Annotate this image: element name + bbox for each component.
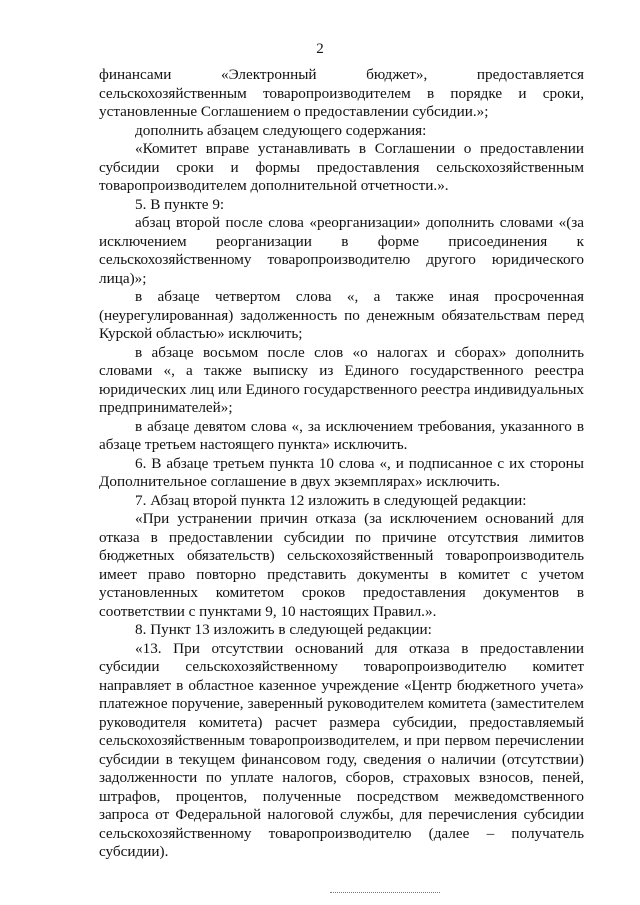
text-line: субсидии сельскохозяйственному товаропроизводителю комитет	[99, 658, 584, 675]
text-line: предпринимателей»;	[99, 399, 233, 416]
text-line: Курской областью» исключить;	[99, 325, 303, 342]
text-line: отказа в предоставлении субсидии по причине отсутствия лимитов	[99, 528, 584, 546]
text-line: словами «, а также выписку из Единого государственного реестра	[99, 362, 584, 379]
text-line: 8. Пункт 13 изложить в следующей редакции:	[135, 621, 432, 638]
document-body	[99, 66, 584, 862]
text-line: юридических лиц или Единого государственного реестра индивидуальных	[99, 380, 585, 398]
text-line: имеет право повторно представить документы в комитет с учетом	[99, 565, 584, 583]
text-line: бюджетных обязательств) сельскохозяйственный товаропроизводитель	[99, 547, 584, 564]
text-line: лица)»;	[99, 269, 147, 287]
text-line: Дополнительное соглашение в двух экземплярах» исключить.	[99, 473, 501, 490]
text-line: в абзаце восьмом после слов «о налогах и сборах» дополнить	[135, 343, 584, 361]
text-line: «13. При отсутствии оснований для отказа в предоставлении	[135, 639, 584, 657]
text-line: товаропроизводителем дополнительной отчетности.».	[99, 177, 449, 194]
text-line: сельскохозяйственному товаропроизводителю другого юридического	[99, 251, 584, 268]
text-line: «Комитет вправе устанавливать в Соглашении о предоставлении	[135, 140, 584, 157]
text-line: сельскохозяйственным товаропроизводителем в порядке и сроки,	[99, 84, 584, 102]
text-line: 5. В пункте 9:	[135, 195, 225, 213]
text-line: направляет в областное казенное учреждение «Центр бюджетного учета»	[99, 676, 584, 694]
text-line: соответствии с пунктами 9, 10 настоящих Правил.».	[99, 602, 437, 620]
text-line: абзац второй после слова «реорганизации» дополнить словами «(за	[135, 214, 584, 231]
text-line: задолженности по уплате налогов, сборов, страховых взносов, пеней,	[99, 769, 584, 786]
text-line: запроса от Федеральной налоговой службы, для перечисления субсидии	[99, 806, 584, 823]
text-line: 6. В абзаце третьем пункта 10 слова «, и подписанное с их стороны	[135, 454, 584, 472]
text-line: абзаце третьем настоящего пункта» исключить.	[99, 436, 408, 453]
text-line: «При устранении причин отказа (за исключением оснований для	[135, 510, 584, 527]
text-line: дополнить абзацем следующего содержания:	[135, 121, 427, 139]
text-line: 7. Абзац второй пункта 12 изложить в следующей редакции:	[135, 491, 527, 509]
text-line: сельскохозяйственным товаропроизводителем, и при первом перечислении	[99, 733, 584, 749]
page-number: 2	[316, 41, 324, 57]
text-line: установленные Соглашением о предоставлении субсидии.»;	[99, 103, 489, 120]
text-line: субсидии в текущем финансовом году, сведения о наличии (отсутствии)	[99, 750, 584, 768]
text-line: установленных комитетом сроков предоставления документов в	[99, 584, 584, 601]
text-line: в абзаце четвертом слова «, а также иная просроченная	[135, 288, 584, 305]
text-line: сельскохозяйственному товаропроизводителю (далее – получатель	[99, 824, 584, 842]
text-line: финансами «Электронный бюджет», предоставляется	[99, 66, 584, 83]
text-line: субсидии сроки и формы предоставления сельскохозяйственным	[99, 158, 584, 176]
footer-divider	[330, 892, 440, 893]
text-line: штрафов, процентов, полученные посредством межведомственного	[99, 787, 584, 805]
text-line: субсидии).	[99, 843, 169, 860]
text-line: (неурегулированная) задолженность по денежным обязательствам перед	[99, 306, 584, 324]
text-line: исключением реорганизации в форме присоединения к	[99, 232, 584, 250]
text-line: руководителя комитета) расчет размера субсидии, предоставляемый	[99, 713, 584, 731]
text-line: в абзаце девятом слова «, за исключением требования, указанного в	[135, 417, 584, 435]
text-line: платежное поручение, заверенный руководителем комитета (заместителем	[99, 695, 584, 712]
